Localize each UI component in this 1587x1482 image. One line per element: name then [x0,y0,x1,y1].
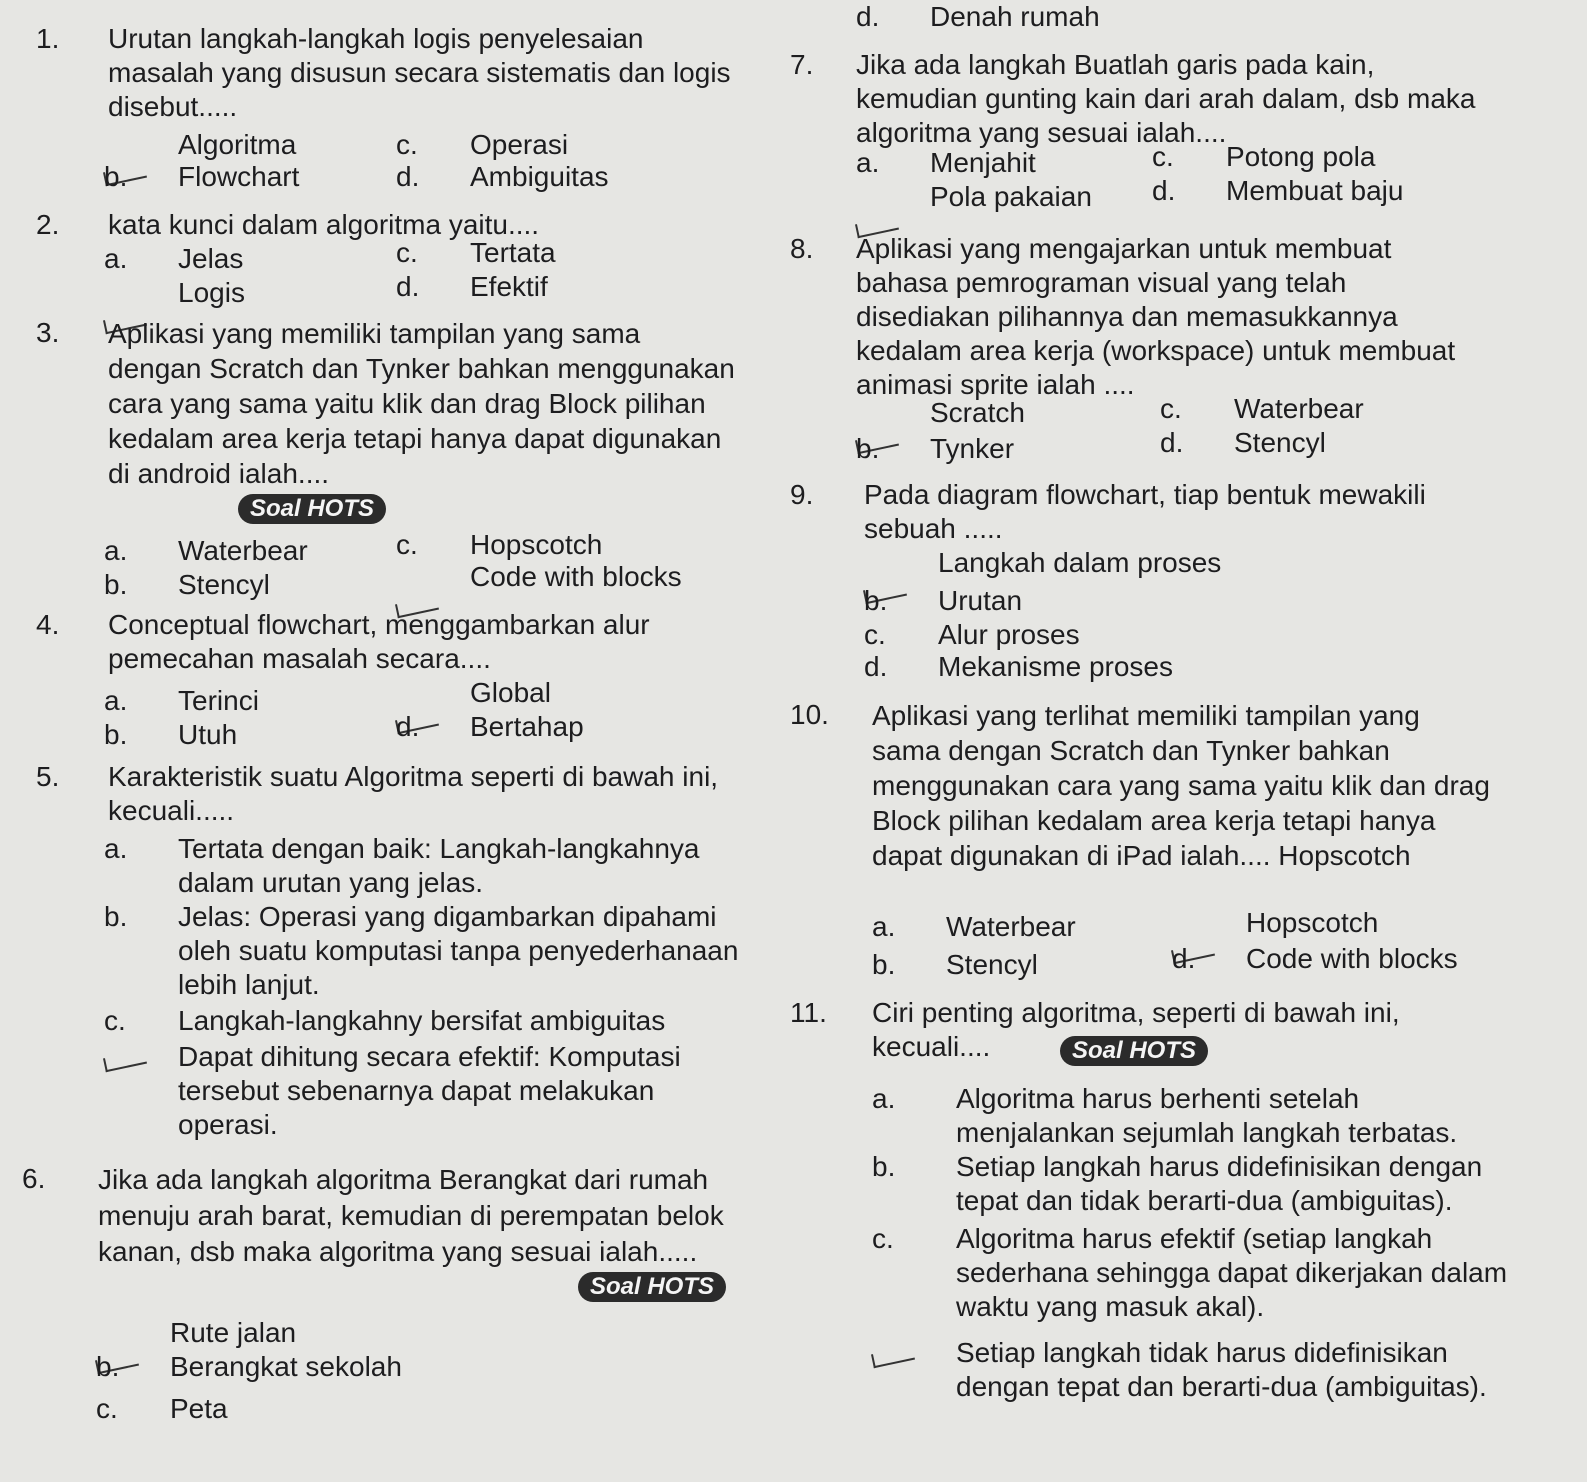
option-5c[interactable]: c. Langkah-langkahny bersifat ambiguitas [104,1005,666,1036]
option-4d[interactable]: d. Bertahap [396,711,584,742]
option-10c[interactable]: Hopscotch [1246,907,1379,938]
question-text: Urutan langkah-langkah logis penyelesaian masalah yang disusun secara sistematis dan logis disebut..... [108,23,731,122]
option-5a[interactable]: a. Tertata dengan baik: Langkah-langkahnya dalam urutan yang jelas. [104,833,700,898]
option-8a[interactable]: Scratch [930,397,1025,428]
option-6c[interactable]: c. Peta [96,1393,228,1424]
question-number: 1. [36,23,60,54]
option-3a[interactable]: a. Waterbear [104,535,308,566]
option-6d[interactable]: d. Denah rumah [856,1,1100,32]
option-7a[interactable]: a. Menjahit [856,147,1036,178]
option-2b[interactable]: Logis [178,277,245,308]
option-11c[interactable]: c. Algoritma harus efektif (setiap langkah sederhana sehingga dapat dikerjakan dalam waktu yang masuk akal). [872,1223,1508,1322]
option-8b[interactable]: b. Tynker [856,433,1015,464]
option-2a[interactable]: a. Jelas [104,243,244,274]
option-5b[interactable]: b. Jelas: Operasi yang digambarkan dipahami oleh suatu komputasi tanpa penyederhanaan lebih lanjut. [104,901,739,1000]
worksheet-page: 1. Urutan langkah-langkah logis penyelesaian masalah yang disusun secara sistematis dan logis disebut..... Algoritma b. Flowchart c. Operasi d. Ambiguitas 2. kata kunci dalam algoritma yaitu.... a. Jelas Logis c. Tertata d. Efektif 3. Aplikasi yang memiliki tampilan yang sama dengan Scratch dan Tynker bahkan menggunakan cara yang sama yaitu klik dan drag Block pilihan kedalam area kerja tetapi hanya dapat digunakan di android ialah.... Soal HOTS a. Waterbear b. Stencyl c. Hopscotch Code with blocks 4. Conceptual flowchart, menggambarkan alur pemecahan masalah secara.... a. Terinci b. Utuh Global d. Bertahap 5. Karakteristik suatu Algoritma seperti di bawah ini, kecuali..... a. Tertata dengan baik: Langkah-langkahnya dalam urutan yang jelas. b. Jelas: Operasi yang digambarkan dipahami oleh suatu komputasi tanpa penyederhanaan lebih lanjut. c. Langkah-langkahny bersifat ambiguitas Dapat dihitung secara efektif: Komputasi tersebut sebenarnya dapat melakukan operasi. 6. Jika ada langkah algoritma Berangkat dari rumah menuju arah barat, kemudian di perempatan belok kanan, dsb maka algoritma yang sesuai ialah..... Soal HOTS Rute jalan b. Berangkat sekolah c. Peta d. Denah rumah 7. Jika ada langkah Buatlah garis pada kain, kemudian gunting kain dari arah dalam, dsb maka algoritma yang sesuai ialah.... a. Menjahit Pola pakaian c. Potong pola d. Membuat baju 8. Aplikasi yang mengajarkan untuk membuat bahasa pemrograman visual yang telah disediakan pilihannya dan memasukkannya kedalam area kerja (workspace) untuk membuat animasi sprite ialah .... Scratch b. Tynker c. Waterbear d. Stencyl 9. Pada diagram flowchart, tiap bentuk mewakili sebuah ..... Langkah dalam proses b. Urutan c. Alur proses d. Mekanisme proses 10. Aplikasi yang terlihat memiliki tampilan yang sama dengan Scratch dan Tynker bahkan menggunakan cara yang sama yaitu klik dan drag Block pilihan kedalam area kerja tetapi hanya dapat digunakan di iPad ialah.... Hopscotch a. Waterbear b. Stencyl Hopscotch d. Code with blocks 11. Ciri penting algoritma, seperti di bawah ini, kecuali.... Soal HOTS a. Algoritma harus berhenti setelah menjalankan sejumlah langkah terbatas. b. Setiap langkah harus didefinisikan dengan tepat dan tidak berarti-dua (ambiguitas). c. Algoritma harus efektif (setiap langkah sederhana sehingga dapat dikerjakan dalam waktu yang masuk akal). Setiap langkah tidak harus didefinisikan dengan tepat dan berarti-dua (ambiguitas). [0,0,1587,1482]
option-3b[interactable]: b. Stencyl [104,569,270,600]
option-6b[interactable]: b. Berangkat sekolah [96,1351,402,1382]
option-7c[interactable]: c. Potong pola [1152,141,1376,172]
option-1c[interactable]: c. Operasi [396,129,569,160]
option-2c[interactable]: c. Tertata [396,237,556,268]
option-3d[interactable]: Code with blocks [470,561,682,592]
option-7b[interactable]: Pola pakaian [930,181,1092,212]
option-9a[interactable]: Langkah dalam proses [938,547,1222,578]
option-1d[interactable]: d. Ambiguitas [396,161,609,192]
hots-badge: Soal HOTS [238,494,386,524]
option-9c[interactable]: c. Alur proses [864,619,1080,650]
option-10a[interactable]: a. Waterbear [872,911,1076,942]
option-11a[interactable]: a. Algoritma harus berhenti setelah menjalankan sejumlah langkah terbatas. [872,1083,1458,1148]
option-4a[interactable]: a. Terinci [104,685,259,716]
option-6a[interactable]: Rute jalan [170,1317,297,1348]
option-9b[interactable]: b. Urutan [864,585,1023,616]
option-3c[interactable]: c. Hopscotch [396,529,603,560]
option-10d[interactable]: d. Code with blocks [1172,943,1458,974]
option-1b[interactable]: b. Flowchart [104,161,300,192]
option-7d[interactable]: d. Membuat baju [1152,175,1404,206]
option-9d[interactable]: d. Mekanisme proses [864,651,1173,682]
option-4c[interactable]: Global [470,677,551,708]
option-11d[interactable]: Setiap langkah tidak harus didefinisikan dengan tepat dan berarti-dua (ambiguitas). [956,1337,1487,1402]
option-10b[interactable]: b. Stencyl [872,949,1038,980]
option-5d[interactable]: Dapat dihitung secara efektif: Komputasi tersebut sebenarnya dapat melakukan operasi. [178,1041,681,1140]
hots-badge: Soal HOTS [1060,1036,1208,1066]
option-8d[interactable]: d. Stencyl [1160,427,1326,458]
option-4b[interactable]: b. Utuh [104,719,238,750]
hots-badge: Soal HOTS [578,1272,726,1302]
option-11b[interactable]: b. Setiap langkah harus didefinisikan dengan tepat dan tidak berarti-dua (ambiguitas). [872,1151,1483,1216]
option-2d[interactable]: d. Efektif [396,271,548,302]
option-1a[interactable]: Algoritma [178,129,297,160]
option-8c[interactable]: c. Waterbear [1160,393,1364,424]
